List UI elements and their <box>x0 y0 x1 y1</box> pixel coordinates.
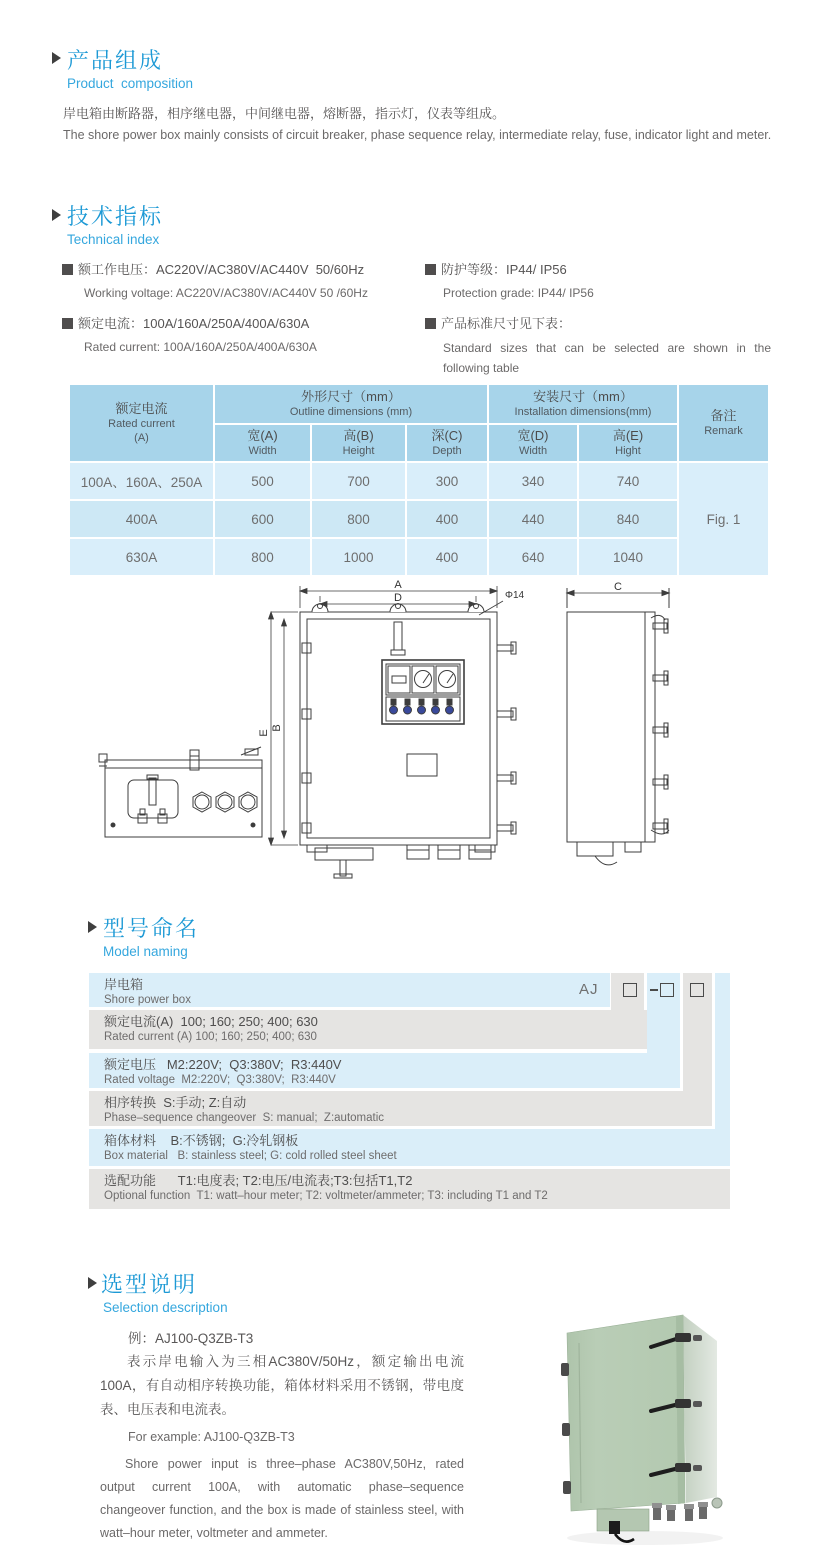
dim-label-c: C <box>614 581 622 593</box>
section-arrow-icon <box>52 52 61 64</box>
side-view <box>567 588 669 865</box>
selection-title-en: Selection description <box>103 1300 228 1315</box>
cell-current: 100A、160A、250A <box>69 462 214 500</box>
section-arrow-icon <box>52 209 61 221</box>
cell-value: 1000 <box>311 538 406 576</box>
cell-value: 840 <box>578 500 678 538</box>
dim-label-b: B <box>271 724 283 732</box>
bullet-square-icon <box>62 264 73 275</box>
cell-value: 1040 <box>578 538 678 576</box>
cabinet-door-face <box>567 1315 685 1511</box>
front-view <box>300 604 516 879</box>
naming-row-en: Optional function T1: watt–hour meter; T2: voltmeter/ammeter; T3: including T1 and T2 <box>104 1190 548 1202</box>
col-header-height-b: 高(B) Height <box>311 424 406 462</box>
naming-title-zh: 型号命名 <box>103 916 200 941</box>
cell-value: 340 <box>488 462 578 500</box>
cell-remark: Fig. 1 <box>678 462 769 576</box>
model-naming-table <box>89 973 730 1209</box>
bottom-view <box>99 747 262 837</box>
naming-column-band <box>715 973 730 1129</box>
table-row <box>69 500 769 538</box>
cell-value: 800 <box>311 500 406 538</box>
section-arrow-icon <box>88 921 97 933</box>
naming-row-en: Phase–sequence changeover S: manual; Z:automatic <box>104 1112 385 1124</box>
col-header-width-a: 宽(A) Width <box>214 424 311 462</box>
bullet-square-icon <box>62 318 73 329</box>
cable-gland-icon <box>193 792 257 812</box>
spec-item <box>425 259 567 278</box>
spec-item-en: Protection grade: IP44/ IP56 <box>443 286 594 300</box>
spec-item-text: 防护等级：IP44/ IP56 <box>441 262 567 277</box>
naming-row-zh: 相序转换 S:手动; Z:自动 <box>104 1095 247 1110</box>
naming-row-zh: 选配功能 T1:电度表; T2:电压/电流表;T3:包括T1,T2 <box>104 1173 413 1188</box>
cell-current: 400A <box>69 500 214 538</box>
table-row <box>69 462 769 500</box>
model-code-box <box>623 983 637 997</box>
model-code-prefix: AJ <box>579 981 599 998</box>
col-header-remark: 备注 Remark <box>678 384 769 462</box>
naming-row-zh: 额定电流(A) 100; 160; 250; 400; 630 <box>104 1014 318 1029</box>
cabinet-side-face <box>683 1315 717 1503</box>
cell-value: 600 <box>214 500 311 538</box>
naming-row <box>89 1053 680 1088</box>
technical-drawing <box>55 578 775 893</box>
col-header-width-d: 宽(D) Width <box>488 424 578 462</box>
naming-row <box>89 973 610 1007</box>
col-header-rated-current: 额定电流 Rated current (A) <box>69 384 214 462</box>
bottom-flange <box>597 1509 649 1531</box>
naming-row-zh: 箱体材料 B:不锈钢; G:冷轧钢板 <box>104 1133 299 1148</box>
naming-row-zh: 岸电箱 <box>104 977 144 992</box>
cell-value: 640 <box>488 538 578 576</box>
naming-row-en: Shore power box <box>104 994 191 1006</box>
naming-row <box>89 1091 712 1126</box>
selection-example-en: For example: AJ100-Q3ZB-T3 <box>128 1430 295 1444</box>
meter-panel <box>382 660 464 724</box>
spec-item-en: Rated current: 100A/160A/250A/400A/630A <box>84 340 317 354</box>
composition-body-en: The shore power box mainly consists of circuit breaker, phase sequence relay, intermediate relay, fuse, indicator light and meter. <box>63 128 772 142</box>
cell-value: 400 <box>406 500 488 538</box>
dim-label-d: D <box>394 592 402 604</box>
spec-item-text: 额工作电压：AC220V/AC380V/AC440V 50/60Hz <box>78 262 365 277</box>
cell-value: 700 <box>311 462 406 500</box>
latch-icon <box>497 642 516 834</box>
group-header-outline: 外形尺寸（mm） Outline dimensions (mm) <box>214 384 488 424</box>
naming-row-en: Rated current (A) 100; 160; 250; 400; 630 <box>104 1031 317 1043</box>
spec-item <box>62 259 364 278</box>
selection-body-en: Shore power input is three–phase AC380V,50Hz, rated output current 100A, with automatic phase–sequence changeover function, and the box is made of stainless steel, with watt–hour meter, voltmeter and ammeter. <box>100 1457 464 1540</box>
composition-title-en: Product composition <box>67 76 194 91</box>
model-code-box <box>690 983 704 997</box>
model-code-dash <box>650 989 658 991</box>
naming-row-en: Rated voltage M2:220V; Q3:380V; R3:440V <box>104 1074 336 1086</box>
section-arrow-icon <box>88 1277 97 1289</box>
group-header-installation: 安装尺寸（mm） Installation dimensions(mm) <box>488 384 678 424</box>
naming-row <box>89 1169 730 1209</box>
model-code-box <box>660 983 674 997</box>
spec-item-en: Standard sizes that can be selected are shown in the following table <box>443 341 771 375</box>
naming-row <box>89 1129 730 1166</box>
bullet-square-icon <box>425 264 436 275</box>
technical-title-zh: 技术指标 <box>67 204 164 229</box>
composition-title-zh: 产品组成 <box>67 48 164 73</box>
spec-item <box>425 313 571 332</box>
dimension-table <box>68 383 770 577</box>
selection-example-zh: 例：AJ100-Q3ZB-T3 <box>128 1331 254 1346</box>
spec-item-text: 额定电流：100A/160A/250A/400A/630A <box>78 316 310 331</box>
cell-value: 500 <box>214 462 311 500</box>
selection-title-zh: 选型说明 <box>101 1272 198 1297</box>
cell-value: 740 <box>578 462 678 500</box>
cell-value: 400 <box>406 538 488 576</box>
cell-value: 800 <box>214 538 311 576</box>
spec-item-text: 产品标准尺寸见下表： <box>441 316 572 331</box>
spec-item <box>62 313 309 332</box>
technical-title-en: Technical index <box>67 232 160 247</box>
dim-label-a: A <box>394 579 402 591</box>
naming-title-en: Model naming <box>103 944 188 959</box>
composition-body-zh: 岸电箱由断路器，相序继电器，中间继电器，熔断器，指示灯，仪表等组成。 <box>63 106 506 121</box>
col-header-height-e: 高(E) Hight <box>578 424 678 462</box>
bullet-square-icon <box>425 318 436 329</box>
indicator-light-icon <box>390 699 454 714</box>
selection-body-zh: 表示岸电输入为三相AC380V/50Hz，额定输出电流100A，有自动相序转换功能，箱体材料采用不锈钢，带电度表、电压表和电流表。 <box>100 1354 464 1417</box>
naming-row-en: Box material B: stainless steel; G: cold rolled steel sheet <box>104 1150 397 1162</box>
dim-label-e: E <box>258 729 270 737</box>
cell-value: 300 <box>406 462 488 500</box>
cell-value: 440 <box>488 500 578 538</box>
naming-row <box>89 1010 647 1049</box>
naming-row-zh: 额定电压 M2:220V; Q3:380V; R3:440V <box>104 1057 342 1072</box>
dim-label-phi14: Φ14 <box>505 590 525 601</box>
table-row <box>69 538 769 576</box>
product-photo <box>545 1295 830 1555</box>
col-header-depth-c: 深(C) Depth <box>406 424 488 462</box>
spec-item-en: Working voltage: AC220V/AC380V/AC440V 50 /60Hz <box>84 286 368 300</box>
cell-current: 630A <box>69 538 214 576</box>
